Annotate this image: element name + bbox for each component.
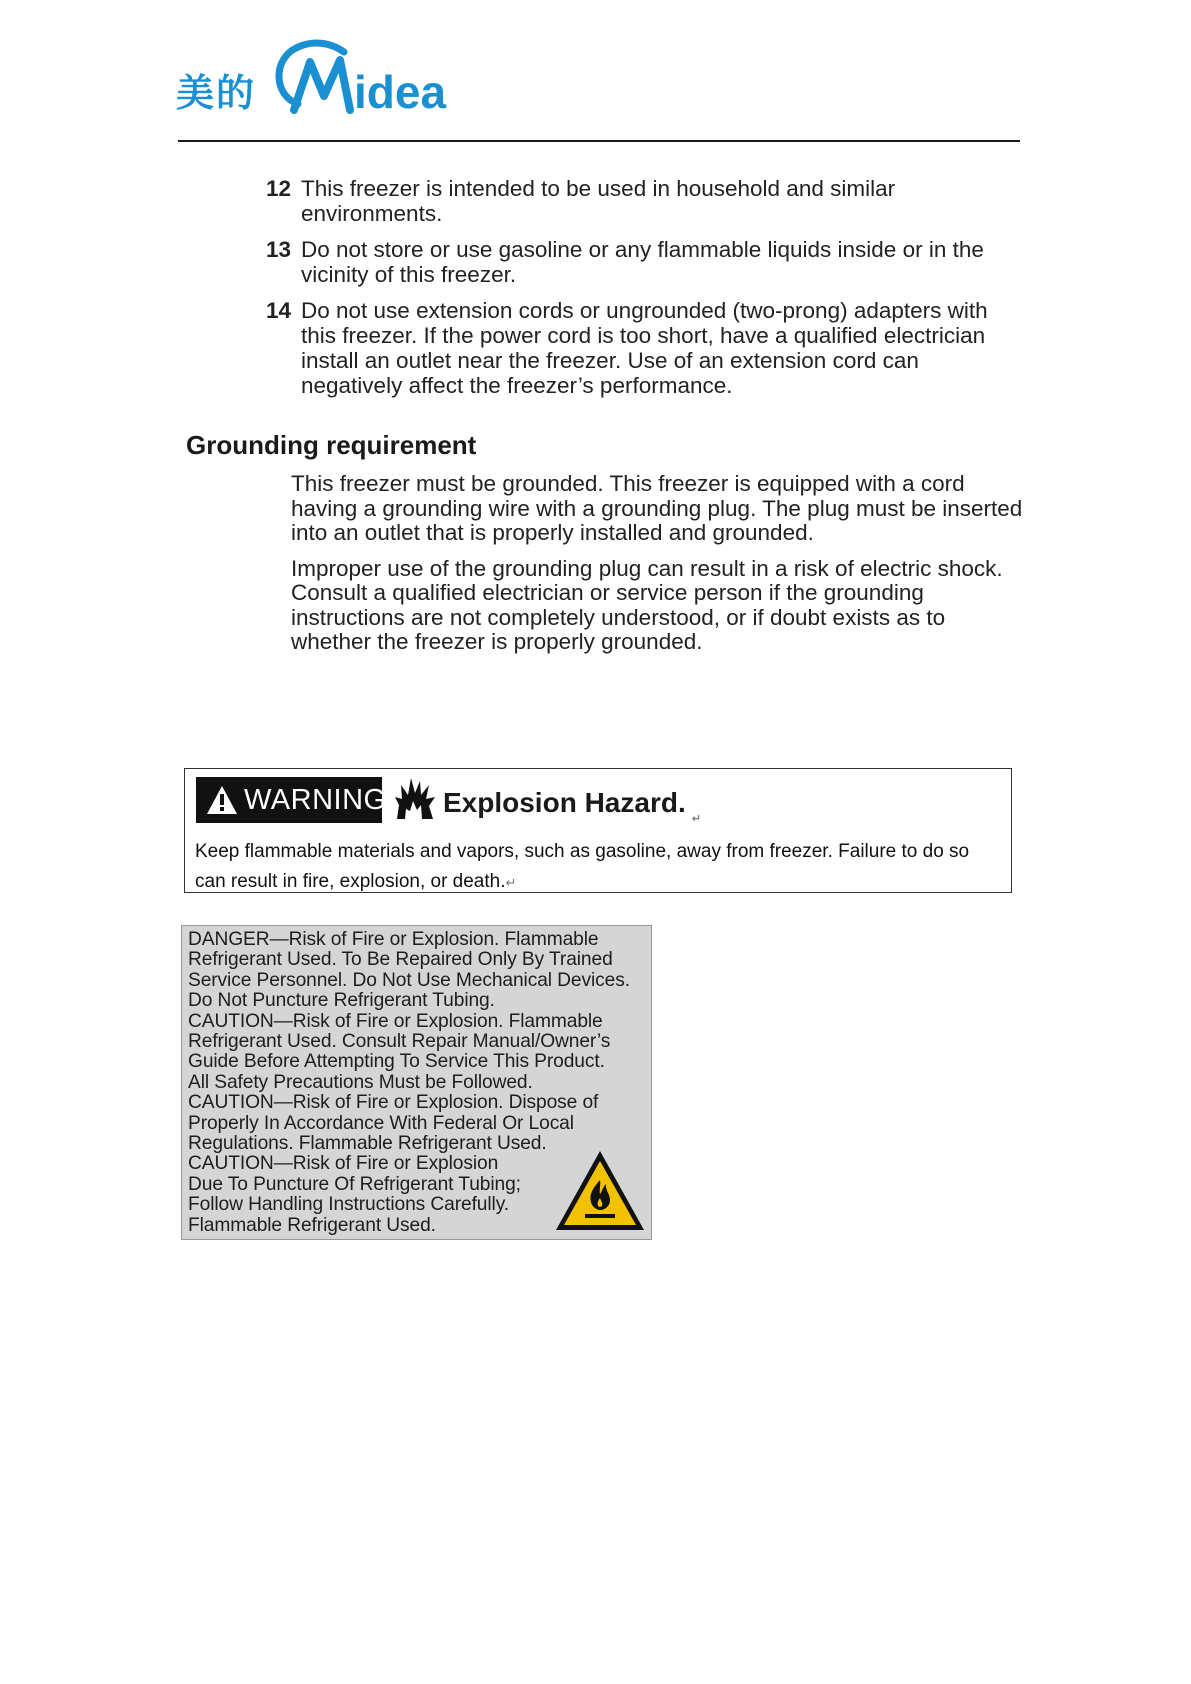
svg-text:idea: idea bbox=[354, 66, 447, 118]
grounding-paragraph: This freezer must be grounded. This freezer is equipped with a cord having a grounding wire with a grounding plug. The plug must be inserted into an outlet that is properly installed and grounded. bbox=[291, 471, 1023, 545]
header-divider bbox=[178, 140, 1020, 142]
midea-logo-icon bbox=[268, 38, 528, 118]
explosion-icon bbox=[393, 775, 437, 821]
grounding-paragraph: Improper use of the grounding plug can result in a risk of electric shock. Consult a qualified electrician or service person if the grounding instructions are not completely understood, or if doubt exists as to whether the freezer is properly grounded. bbox=[291, 555, 1003, 654]
brand-name-cn: 美的 bbox=[176, 71, 257, 115]
safety-item-list bbox=[262, 176, 1022, 409]
brand-logo bbox=[176, 38, 536, 118]
list-item bbox=[262, 176, 1022, 226]
item-text: This freezer is intended to be used in household and similar environments. bbox=[301, 176, 896, 226]
grounding-section bbox=[291, 472, 1031, 666]
item-text: Do not use extension cords or ungrounded (two-prong) adapters with this freezer. If the power cord is too short, have a qualified electrician install an outlet near the freezer. Use of an extension cord can negatively affect the freezer’s performance. bbox=[301, 298, 988, 398]
warning-triangle-icon bbox=[206, 785, 238, 815]
hazard-title: Explosion $Hazard._↵$ bbox=[443, 787, 701, 825]
item-number: 13 bbox=[266, 237, 292, 262]
item-text: Do not store or use gasoline or any flammable liquids inside or in the vicinity of this freezer. bbox=[301, 237, 984, 287]
list-item bbox=[262, 237, 1022, 287]
flammable-warning-icon bbox=[553, 1148, 647, 1234]
danger-text: DANGER—Risk of Fire or Explosion. Flammable Refrigerant Used. To Be Repaired Only By Trained Service Personnel. Do Not Use Mechanical Devices. Do Not Puncture Refrigerant Tubing. CAUTION—Risk of Fire or Explosion. Flammable Refrigerant Used. Consult Repair Manual/Owner’s Guide Before Attempting To Service This Product. All Safety Precautions Must be Followed. CAUTION—Risk of Fire or Explosion. Dispose of Properly In Accordance With Federal Or Local Regulations. Flammable Refrigerant Used. CAUTION—Risk of Fire or Explosion Due To Puncture Of Refrigerant Tubing; Follow Handling Instructions Carefully. Flammable Refrigerant Used. bbox=[188, 929, 630, 1236]
explosion-warning-box bbox=[184, 768, 1012, 893]
warning-label: WARNING bbox=[244, 784, 387, 816]
item-number: 14 bbox=[266, 298, 292, 323]
item-number: 12 bbox=[266, 176, 292, 201]
list-item bbox=[262, 298, 1022, 398]
warning-badge bbox=[196, 777, 387, 823]
warning-text: Keep flammable materials and vapors, such as gasoline, away from freezer. Failure to do so can result in fire, explosion, or death.↵ bbox=[195, 841, 970, 892]
grounding-heading: Grounding requirement bbox=[186, 430, 477, 460]
danger-label bbox=[181, 925, 652, 1240]
